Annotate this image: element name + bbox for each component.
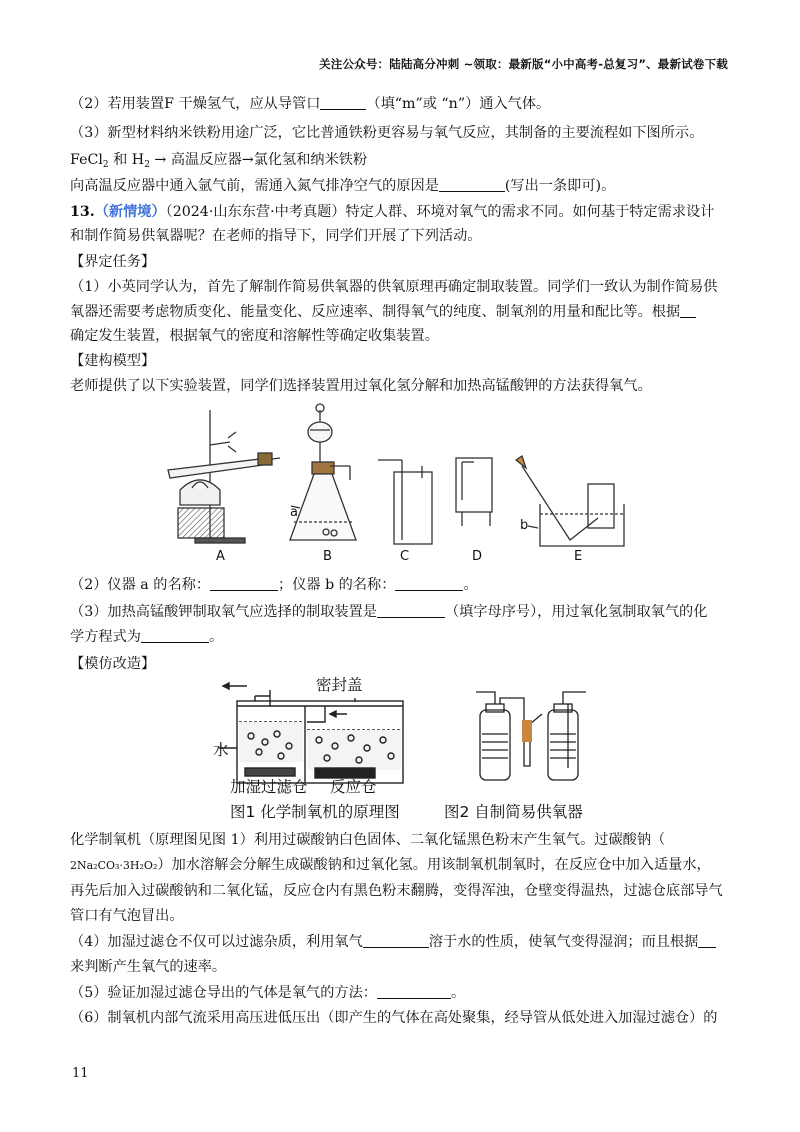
apparatus-label-a: A <box>216 549 225 564</box>
question-3-2: （2）若用装置F 干燥氢气，应从导管口 （填“m”或 “n”）通入气体。 <box>70 96 551 112</box>
question-13-intro-2: 和制作简易供氧器呢？在老师的指导下，同学们开展了下列活动。 <box>70 228 482 244</box>
paragraph-line-3: 再先后加入过碳酸钠和二氧化锰，反应仓内有黑色粉末翻腾，变得浑浊，仓壁变得温热，过滤仓底部导气 <box>70 883 723 899</box>
section-title: 【模仿改造】 <box>70 656 156 672</box>
page-number: 11 <box>72 1066 89 1081</box>
figure-2-caption: 图2 自制简易供氧器 <box>444 803 583 821</box>
section-title: 【界定任务】 <box>70 254 156 270</box>
figure-1-caption: 图1 化学制氧机的原理图 <box>230 803 400 821</box>
model-text: 老师提供了以下实验装置，同学们选择装置用过氧化氢分解和加热高锰酸钾的方法获得氧气。 <box>70 378 652 394</box>
new-context-tag: （新情境） <box>94 204 166 220</box>
answer-blank[interactable] <box>320 95 366 110</box>
question-13-5: （5）验证加湿过滤仓导出的气体是氧气的方法： 。 <box>70 985 466 1001</box>
question-13-1: （1）小英同学认为，首先了解制作简易供氧器的供氧原理再确定制取装置。同学们一致认为制作简易供 <box>70 279 718 295</box>
question-13-1-line3: 确定发生装置，根据氧气的密度和溶解性等确定收集装置。 <box>70 328 439 344</box>
answer-blank[interactable] <box>680 303 696 318</box>
answer-blank[interactable] <box>363 933 429 948</box>
filter-chamber-label: 加湿过滤仓 <box>230 778 308 796</box>
question-13-3-line2: 学方程式为 。 <box>70 629 224 645</box>
question-13-4-line2: 来判断产生氧气的速率。 <box>70 959 227 975</box>
apparatus-label-b: B <box>323 549 332 564</box>
flow-line: FeCl$_2$ 和 $H_2$ → 高温反应器→氯化氢和纳米铁粉 <box>70 152 368 170</box>
apparatus-label-e: E <box>574 549 583 564</box>
question-13-intro: 13.（新情境）（2024·山东东营·中考真题）特定人群、环境对氧气的需求不同。如何基于特定需求设计 <box>70 204 715 220</box>
homemade-supply-diagram <box>470 684 590 784</box>
apparatus-label-d: D <box>472 549 483 564</box>
question-13-1-line2: 氧器还需要考虑物质变化、能量变化、反应速率、制得氧气的纯度、制氧剂的用量和配比等。根据 <box>70 302 730 322</box>
seal-cover-label: 密封盖 <box>316 676 363 694</box>
paragraph-line-2: 2Na₂CO₃·3H₂O₂）加水溶解会分解生成碳酸钠和过氧化氢。用该制氧机制氧时，在反应仓中加入适量水， <box>70 857 711 873</box>
apparatus-figure <box>150 400 630 570</box>
apparatus-label-c: C <box>400 549 410 564</box>
answer-blank[interactable] <box>141 628 209 643</box>
reaction-chamber-label: 反应仓 <box>330 778 377 796</box>
answer-blank[interactable] <box>210 576 278 591</box>
instrument-b-mark: b <box>520 518 529 533</box>
sodium-percarbonate-formula: 2Na₂CO₃·3H₂O₂ <box>70 859 158 872</box>
section-title: 【建构模型】 <box>70 353 156 369</box>
question-3-3b: 向高温反应器中通入氩气前，需通入氮气排净空气的原因是 (写出一条即可)。 <box>70 178 616 194</box>
oxygen-machine-diagram <box>215 676 415 791</box>
question-13-6: （6）制氧机内部气流采用高压进低压出（即产生的气体在高处聚集，经导管从低处进入加湿过滤仓）的 <box>70 1010 718 1026</box>
water-label: 水 <box>213 741 229 759</box>
answer-blank[interactable] <box>439 177 505 192</box>
question-13-4: （4）加湿过滤仓不仅可以过滤杂质，利用氧气 溶于水的性质，使氧气变得湿润；而且根据 <box>70 932 730 952</box>
answer-blank[interactable] <box>377 984 451 999</box>
answer-blank[interactable] <box>377 603 445 618</box>
page-header: 关注公众号：陆陆高分冲刺 ~领取：最新版“小中高考-总复习”、最新试卷下载 <box>319 57 728 71</box>
question-13-2: （2）仪器 a 的名称： ；仪器 b 的名称： 。 <box>70 577 478 593</box>
question-3-3: （3）新型材料纳米铁粉用途广泛，它比普通铁粉更容易与氧气反应，其制备的主要流程如下图所示。 <box>70 125 704 141</box>
instrument-a-mark: a <box>290 505 298 520</box>
answer-blank[interactable] <box>698 933 716 948</box>
paragraph-line-4: 管口有气泡冒出。 <box>70 908 184 924</box>
question-13-3: （3）加热高锰酸钾制取氧气应选择的制取装置是 （填字母序号），用过氧化氢制取氧气的化 <box>70 604 708 620</box>
paragraph-line-1: 化学制氧机（原理图见图 1）利用过碳酸钠白色固体、二氧化锰黑色粉末产生氧气。过碳酸钠（ <box>70 832 666 848</box>
answer-blank[interactable] <box>395 576 463 591</box>
